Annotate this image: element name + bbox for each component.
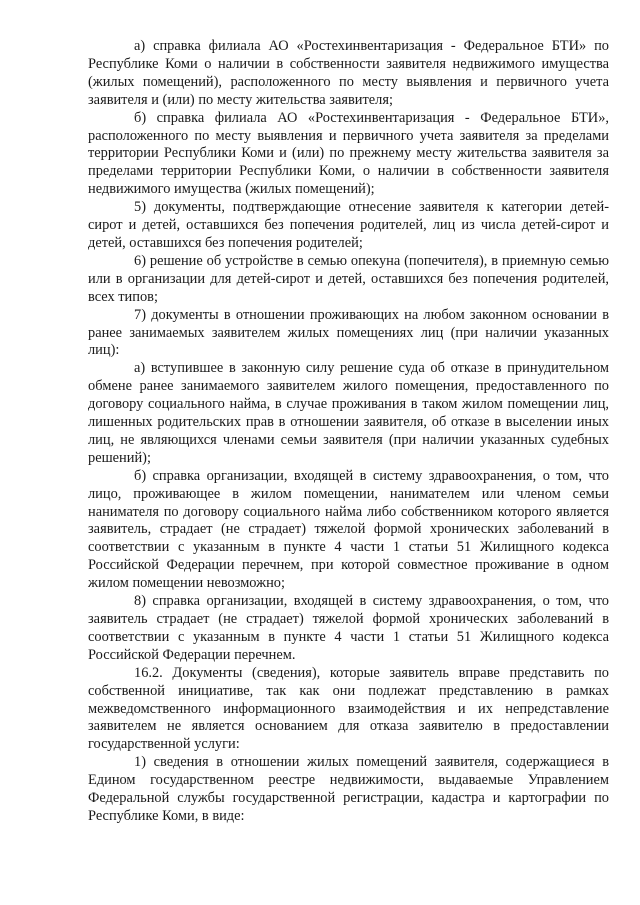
paragraph-7a-court-decision: а) вступившее в законную силу решение суда об отказе в принудительном обмене ранее занимаемого заявителем жилого помещения, предоставленного по договору социального найма, в случае проживания в таком жилом помещении лиц, лишенных родительских прав в отношении заявителя, об отказе в выселении иных лиц, не являющихся членами семьи заявителя (при наличии указанных судебных решений); — [88, 360, 609, 466]
paragraph-a-spravka-rb-komi: а) справка филиала АО «Ростехинвентаризация - Федеральное БТИ» по Республике Коми о наличии в собственности заявителя недвижимого имущества (жилых помещений), расположенного по месту выявления и первичного учета заявителя и (или) по месту жительства заявителя; — [88, 38, 609, 108]
paragraph-6-guardianship-decision: 6) решение об устройстве в семью опекуна (попечителя), в приемную семью или в организации для детей-сирот и детей, оставшихся без попечения родителей, всех типов; — [88, 252, 609, 305]
paragraph-8-applicant-health-certificate: 8) справка организации, входящей в систему здравоохранения, о том, что заявитель страдает (не страдает) тяжелой формой хронических заболеваний в соответствии с указанным в пункте 4 части 1 статьи 51 Жилищного кодекса Российской Федерации перечнем. — [88, 593, 609, 663]
paragraph-1-property-records: 1) сведения в отношении жилых помещений заявителя, содержащиеся в Едином государственном реестре недвижимости, выдаваемые Управлением Федеральной службы государственной регистрации, кадастра и картографии по Республике Коми, в виде: — [88, 754, 609, 824]
paragraph-7b-health-certificate: б) справка организации, входящей в систему здравоохранения, о том, что лицо, проживающее в жилом помещении, нанимателем или членом семьи нанимателя по договору социального найма либо собственником которого является заявитель, страдает (не страдает) тяжелой формой хронических заболеваний в соответствии с указанным в пункте 4 части 1 статьи 51 Жилищного кодекса Российской Федерации перечнем, при которой совместное проживание в одном жилом помещении невозможно; — [88, 467, 609, 592]
paragraph-7-resident-documents: 7) документы в отношении проживающих на любом законном основании в ранее занимаемых заявителем жилых помещениях лиц (при наличии указанных лиц): — [88, 306, 609, 359]
paragraph-b-spravka-outside-komi: б) справка филиала АО «Ростехинвентаризация - Федеральное БТИ», расположенного по месту выявления и первичного учета заявителя за пределами территории Республики Коми и (или) по прежнему месту жительства заявителя за пределами территории Республики Коми, о наличии в собственности заявителя недвижимого имущества (жилых помещений); — [88, 109, 609, 198]
paragraph-5-orphan-status-documents: 5) документы, подтверждающие отнесение заявителя к категории детей-сирот и детей, оставшихся без попечения родителей, лиц из числа детей-сирот и детей, оставшихся без попечения родителей; — [88, 199, 609, 251]
document-body — [88, 38, 609, 826]
paragraph-16-2-optional-documents: 16.2. Документы (сведения), которые заявитель вправе представить по собственной инициативе, так как они подлежат представлению в рамках межведомственного информационного взаимодействия и их непредставление заявителем не является основанием для отказа заявителю в предоставлении государственной услуги: — [88, 664, 609, 753]
